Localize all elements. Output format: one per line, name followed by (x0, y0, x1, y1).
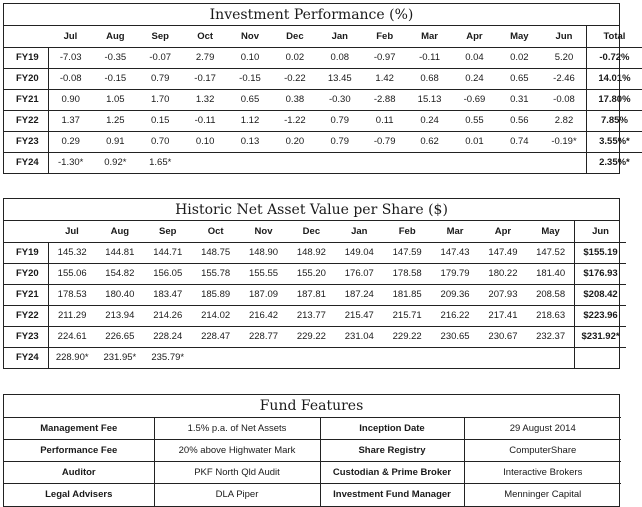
perf-value-cell: -1.22 (272, 110, 317, 131)
perf-value-cell: 0.74 (497, 131, 542, 152)
perf-value-cell: 0.79 (317, 110, 362, 131)
nav-value-cell: 185.89 (192, 284, 240, 305)
perf-header-cell: Jul (63, 30, 78, 42)
nav-value-cell: 156.05 (144, 263, 192, 284)
nav-year-label: FY22 (4, 305, 48, 326)
fund-features-panel (3, 394, 620, 507)
feature-label: Management Fee (4, 418, 154, 440)
feature-value: 29 August 2014 (464, 418, 621, 440)
nav-header-cell: Jun (575, 221, 626, 242)
perf-header-cell: May (510, 30, 529, 42)
nav-value-cell: 145.32 (48, 242, 96, 263)
nav-value-cell: 183.47 (144, 284, 192, 305)
nav-value-cell: 229.22 (383, 326, 431, 347)
nav-header-cell: Jul (65, 225, 79, 237)
perf-value-cell: 0.24 (407, 110, 452, 131)
nav-value-cell (240, 347, 288, 368)
features-title: Fund Features (259, 398, 364, 414)
perf-value-cell: 2.82 (542, 110, 587, 131)
perf-year-label: FY22 (4, 110, 48, 131)
nav-value-cell: 187.24 (335, 284, 383, 305)
perf-value-cell: 1.65* (138, 152, 183, 173)
perf-value-cell: 1.05 (93, 89, 138, 110)
perf-value-cell: -0.07 (138, 47, 183, 68)
nav-value-cell: 217.41 (479, 305, 527, 326)
perf-row (4, 131, 642, 152)
perf-value-cell: 0.13 (228, 131, 273, 152)
nav-value-cell: 228.24 (144, 326, 192, 347)
perf-value-cell (362, 152, 407, 173)
perf-value-cell (272, 152, 317, 173)
nav-year-label: FY19 (4, 242, 48, 263)
perf-value-cell (407, 152, 452, 173)
perf-value-cell (183, 152, 228, 173)
perf-header-cell: Nov (241, 30, 259, 42)
perf-table (4, 26, 642, 173)
nav-header-cell: Aug (110, 225, 130, 237)
perf-header-cell: Jan (331, 30, 348, 42)
perf-value-cell: 0.56 (497, 110, 542, 131)
perf-value-cell: 0.02 (272, 47, 317, 68)
nav-value-cell (431, 347, 479, 368)
nav-year-label: FY20 (4, 263, 48, 284)
perf-value-cell: 0.08 (317, 47, 362, 68)
nav-header-cell: Oct (207, 225, 224, 237)
perf-value-cell: 0.04 (452, 47, 497, 68)
perf-value-cell: 1.42 (362, 68, 407, 89)
feature-value: ComputerShare (464, 440, 621, 462)
perf-header-cell (4, 26, 48, 47)
perf-value-cell: 5.20 (542, 47, 587, 68)
feature-label: Inception Date (320, 418, 464, 440)
perf-value-cell (228, 152, 273, 173)
perf-value-cell: -0.15 (93, 68, 138, 89)
nav-june-cell: $176.93 (575, 263, 626, 284)
feature-label: Investment Fund Manager (320, 484, 464, 506)
perf-year-label: FY19 (4, 47, 48, 68)
nav-june-cell: $231.92* (575, 326, 626, 347)
nav-table (4, 221, 626, 368)
perf-total-cell: 17.80% (587, 89, 642, 110)
nav-header-cell: Nov (254, 225, 273, 237)
nav-year-label: FY24 (4, 347, 48, 368)
nav-value-cell: 235.79* (144, 347, 192, 368)
nav-header-cell: May (541, 225, 560, 237)
perf-total-cell: 14.01% (587, 68, 642, 89)
nav-value-cell: 176.07 (335, 263, 383, 284)
perf-value-cell: 0.68 (407, 68, 452, 89)
perf-value-cell: -2.88 (362, 89, 407, 110)
nav-value-cell: 230.67 (479, 326, 527, 347)
perf-value-cell: 13.45 (317, 68, 362, 89)
nav-value-cell: 207.93 (479, 284, 527, 305)
perf-value-cell: -0.17 (183, 68, 228, 89)
nav-june-cell (575, 347, 626, 368)
perf-value-cell: 0.10 (183, 131, 228, 152)
nav-header-cell: Sep (159, 225, 177, 237)
nav-value-cell: 147.43 (431, 242, 479, 263)
nav-value-cell: 231.04 (335, 326, 383, 347)
perf-value-cell: 1.25 (93, 110, 138, 131)
feature-row (4, 418, 621, 440)
nav-value-cell: 155.78 (192, 263, 240, 284)
perf-year-label: FY20 (4, 68, 48, 89)
perf-value-cell: 0.11 (362, 110, 407, 131)
feature-label: Auditor (4, 462, 154, 484)
perf-value-cell: -0.69 (452, 89, 497, 110)
perf-value-cell (452, 152, 497, 173)
feature-row (4, 484, 621, 506)
perf-value-cell: 2.79 (183, 47, 228, 68)
nav-value-cell (192, 347, 240, 368)
perf-value-cell: -0.97 (362, 47, 407, 68)
perf-row (4, 89, 642, 110)
perf-year-label: FY23 (4, 131, 48, 152)
perf-row (4, 110, 642, 131)
nav-value-cell: 187.09 (240, 284, 288, 305)
nav-value-cell: 181.40 (527, 263, 575, 284)
nav-value-cell: 147.59 (383, 242, 431, 263)
nav-value-cell: 224.61 (48, 326, 96, 347)
nav-year-label: FY21 (4, 284, 48, 305)
perf-value-cell: -0.11 (407, 47, 452, 68)
perf-value-cell: 0.90 (48, 89, 93, 110)
perf-value-cell: 1.12 (228, 110, 273, 131)
perf-row (4, 68, 642, 89)
perf-header-cell: Jun (555, 30, 573, 42)
features-table (4, 417, 621, 506)
nav-june-cell: $208.42 (575, 284, 626, 305)
nav-value-cell (479, 347, 527, 368)
perf-value-cell: 0.01 (452, 131, 497, 152)
nav-value-cell: 211.29 (48, 305, 96, 326)
nav-value-cell: 147.52 (527, 242, 575, 263)
nav-value-cell: 144.71 (144, 242, 192, 263)
feature-row (4, 440, 621, 462)
nav-value-cell: 226.65 (96, 326, 144, 347)
perf-value-cell: 0.20 (272, 131, 317, 152)
nav-value-cell (383, 347, 431, 368)
perf-header-cell: Aug (106, 30, 125, 42)
nav-value-cell: 213.94 (96, 305, 144, 326)
perf-value-cell (317, 152, 362, 173)
feature-value: 1.5% p.a. of Net Assets (154, 418, 320, 440)
nav-value-cell: 155.06 (48, 263, 96, 284)
nav-value-cell: 155.55 (240, 263, 288, 284)
nav-value-cell: 229.22 (287, 326, 335, 347)
nav-value-cell: 208.58 (527, 284, 575, 305)
perf-value-cell: 0.55 (452, 110, 497, 131)
perf-header-cell: Feb (376, 30, 394, 42)
nav-value-cell: 228.77 (240, 326, 288, 347)
perf-year-label: FY24 (4, 152, 48, 173)
perf-total-cell: 7.85% (587, 110, 642, 131)
perf-value-cell: -7.03 (48, 47, 93, 68)
nav-header-row (4, 221, 626, 242)
perf-value-cell: -0.08 (542, 89, 587, 110)
perf-value-cell: 0.10 (228, 47, 273, 68)
historic-nav-panel (3, 198, 620, 369)
perf-value-cell: 0.70 (138, 131, 183, 152)
perf-value-cell: 0.24 (452, 68, 497, 89)
perf-total-cell: -0.72% (587, 47, 642, 68)
feature-value: Menninger Capital (464, 484, 621, 506)
nav-row (4, 242, 626, 263)
perf-value-cell: -0.30 (317, 89, 362, 110)
feature-value: Interactive Brokers (464, 462, 621, 484)
nav-value-cell: 149.04 (335, 242, 383, 263)
nav-value-cell: 231.95* (96, 347, 144, 368)
nav-value-cell: 180.40 (96, 284, 144, 305)
nav-value-cell: 228.90* (48, 347, 96, 368)
nav-header-cell: Mar (446, 225, 464, 237)
perf-value-cell: 0.02 (497, 47, 542, 68)
perf-total-cell: 2.35%* (587, 152, 642, 173)
nav-row (4, 347, 626, 368)
nav-value-cell: 215.71 (383, 305, 431, 326)
nav-value-cell: 214.26 (144, 305, 192, 326)
perf-header-cell: Oct (197, 30, 214, 42)
perf-year-label: FY21 (4, 89, 48, 110)
nav-value-cell: 144.81 (96, 242, 144, 263)
nav-value-cell: 180.22 (479, 263, 527, 284)
nav-value-cell: 181.85 (383, 284, 431, 305)
perf-value-cell: 1.70 (138, 89, 183, 110)
perf-value-cell: 0.79 (138, 68, 183, 89)
perf-value-cell: -1.30* (48, 152, 93, 173)
nav-header-cell: Feb (398, 225, 416, 237)
nav-value-cell: 179.79 (431, 263, 479, 284)
nav-value-cell: 218.63 (527, 305, 575, 326)
nav-title: Historic Net Asset Value per Share ($) (4, 199, 619, 221)
perf-value-cell: 0.29 (48, 131, 93, 152)
feature-value: DLA Piper (154, 484, 320, 506)
nav-value-cell: 148.92 (287, 242, 335, 263)
perf-value-cell: 15.13 (407, 89, 452, 110)
nav-value-cell (527, 347, 575, 368)
perf-value-cell: 1.32 (183, 89, 228, 110)
perf-value-cell: 1.37 (48, 110, 93, 131)
perf-value-cell: -2.46 (542, 68, 587, 89)
nav-value-cell: 187.81 (287, 284, 335, 305)
feature-label: Performance Fee (4, 440, 154, 462)
perf-value-cell: -0.22 (272, 68, 317, 89)
perf-value-cell: 0.65 (497, 68, 542, 89)
perf-value-cell: -0.19* (542, 131, 587, 152)
perf-value-cell: -0.15 (228, 68, 273, 89)
nav-year-label: FY23 (4, 326, 48, 347)
perf-value-cell (542, 152, 587, 173)
nav-header-cell: Jan (351, 225, 368, 237)
perf-value-cell: -0.79 (362, 131, 407, 152)
nav-row (4, 305, 626, 326)
nav-row (4, 326, 626, 347)
nav-value-cell: 216.22 (431, 305, 479, 326)
perf-value-cell: 0.91 (93, 131, 138, 152)
nav-value-cell: 178.53 (48, 284, 96, 305)
perf-value-cell: -0.35 (93, 47, 138, 68)
perf-header-cell: Mar (421, 30, 439, 42)
perf-header-cell: Dec (286, 30, 304, 42)
perf-value-cell: 0.31 (497, 89, 542, 110)
feature-value: PKF North Qld Audit (154, 462, 320, 484)
perf-value-cell: -0.11 (183, 110, 228, 131)
nav-header-cell (4, 221, 48, 242)
feature-label: Legal Advisers (4, 484, 154, 506)
nav-value-cell: 213.77 (287, 305, 335, 326)
feature-label: Custodian & Prime Broker (320, 462, 464, 484)
perf-header-row (4, 26, 642, 47)
perf-total-cell: 3.55%* (587, 131, 642, 152)
perf-value-cell: 0.79 (317, 131, 362, 152)
nav-row (4, 263, 626, 284)
nav-value-cell: 154.82 (96, 263, 144, 284)
perf-value-cell (497, 152, 542, 173)
nav-value-cell: 232.37 (527, 326, 575, 347)
nav-value-cell: 216.42 (240, 305, 288, 326)
nav-value-cell: 230.65 (431, 326, 479, 347)
perf-row (4, 152, 642, 173)
nav-june-cell: $223.96 (575, 305, 626, 326)
nav-value-cell: 209.36 (431, 284, 479, 305)
feature-label: Share Registry (320, 440, 464, 462)
nav-row (4, 284, 626, 305)
perf-value-cell: 0.92* (93, 152, 138, 173)
nav-value-cell: 178.58 (383, 263, 431, 284)
nav-header-cell: Apr (494, 225, 512, 237)
perf-title: Investment Performance (%) (4, 4, 619, 26)
feature-value: 20% above Highwater Mark (154, 440, 320, 462)
perf-value-cell: -0.08 (48, 68, 93, 89)
nav-value-cell: 148.90 (240, 242, 288, 263)
nav-value-cell (287, 347, 335, 368)
perf-value-cell: 0.38 (272, 89, 317, 110)
nav-value-cell: 214.02 (192, 305, 240, 326)
perf-value-cell: 0.65 (228, 89, 273, 110)
perf-header-cell: Sep (151, 30, 169, 42)
investment-performance-panel (3, 3, 631, 174)
nav-header-cell: Dec (302, 225, 321, 237)
perf-header-cell: Total (587, 26, 642, 47)
nav-june-cell: $155.19 (575, 242, 626, 263)
feature-row (4, 462, 621, 484)
nav-value-cell: 148.75 (192, 242, 240, 263)
nav-value-cell: 228.47 (192, 326, 240, 347)
perf-value-cell: 0.15 (138, 110, 183, 131)
nav-value-cell: 147.49 (479, 242, 527, 263)
perf-header-cell: Apr (466, 30, 483, 42)
perf-row (4, 47, 642, 68)
perf-value-cell: 0.62 (407, 131, 452, 152)
nav-value-cell: 155.20 (287, 263, 335, 284)
nav-value-cell (335, 347, 383, 368)
nav-value-cell: 215.47 (335, 305, 383, 326)
